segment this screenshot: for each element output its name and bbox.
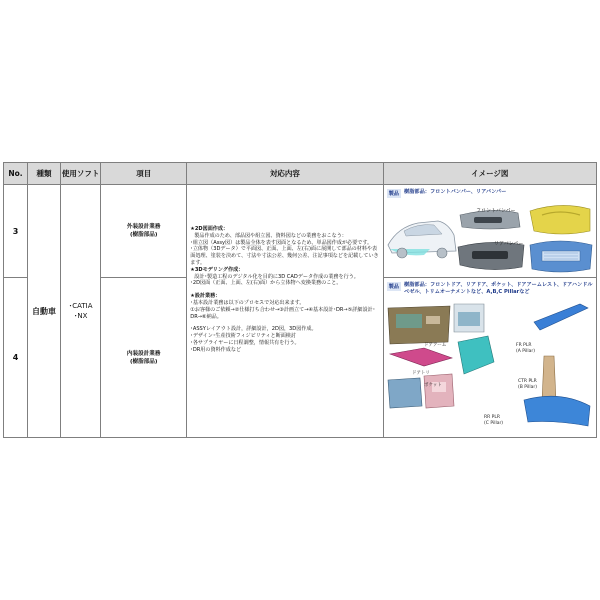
kind-cell	[28, 185, 61, 438]
item-subtitle: (樹脂部品)	[129, 358, 158, 365]
header-kind: 種類	[28, 163, 61, 185]
header-image: イメージ図	[383, 163, 596, 185]
kind-label: 自動車	[32, 306, 57, 316]
content-line: ･デザイン･生産技術フィジビリティと断面検討	[190, 333, 296, 340]
c-pillar-illustration	[524, 396, 590, 426]
software-cell	[61, 185, 101, 438]
item-cell	[101, 278, 187, 438]
row-number: 3	[4, 185, 28, 278]
software-item: ･NX	[73, 312, 88, 320]
b-pillar-illustration	[542, 356, 556, 402]
header-item: 項目	[101, 163, 187, 185]
image-caption	[384, 278, 596, 298]
item-title: 内装設計業務	[126, 350, 161, 357]
content-line: ･ASSYレイアウト設計，詳細設計，2D図，3D図作成。	[190, 326, 317, 333]
item-cell	[101, 185, 187, 278]
image-label: ポケット	[423, 383, 442, 388]
fender-illustration	[530, 205, 590, 234]
content-line: 設計･製造工程のデジタル化を目的に3D CADデータ作成の業務を行う。	[194, 273, 359, 280]
image-label: (A Pillar)	[515, 349, 535, 354]
caption-text: フロントドア、リアドア、ポケット、ドアアームレスト、ドアハンドルベゼル、トリムオーナメントなど、A,B,C Pillarなど	[404, 282, 593, 295]
caption-label: 樹脂部品：	[404, 282, 430, 288]
image-label: FR PLR	[515, 343, 532, 348]
image-caption	[384, 185, 596, 200]
caption-label: 樹脂部品：	[404, 189, 430, 195]
header-row	[4, 163, 597, 185]
image-label: ドアアーム	[423, 343, 446, 348]
content-line: ･立体物（3Dデータ）で平面図、正面、上面、左(右)面に展開して部品の材料や表面処理、塗装を決めて、寸法や寸法公差、幾何公差、注記事項などを記載していきます。	[190, 246, 379, 266]
content-line: ･基本設計業務は以下のプロセスで対応出来ます。	[190, 299, 305, 306]
image-label: リアバンパー	[493, 241, 523, 247]
lower-trim-illustration	[388, 374, 454, 408]
content-cell	[187, 185, 383, 438]
interior-illustration	[384, 302, 596, 434]
item-subtitle: (樹脂部品)	[129, 232, 158, 238]
row-number: 4	[4, 278, 28, 438]
software-item: ･CATIA	[68, 302, 93, 310]
product-tag: 製品	[388, 191, 399, 197]
content-line: ･DR用の資料作成など	[190, 346, 242, 353]
image-label: (C Pillar)	[483, 421, 503, 426]
image-cell-interior	[383, 278, 596, 438]
product-tag: 製品	[388, 284, 399, 290]
door-trim-illustration	[388, 306, 450, 344]
content-line: ･各サプライヤーに日程調整，情報共有を行う。	[190, 339, 300, 346]
door-panel-illustration	[458, 336, 494, 374]
armrest-illustration	[390, 348, 452, 366]
content-line: ･2D図面（正面、上面、左(右)面）から立体物へ変換業務のこと。	[190, 280, 342, 287]
content-line: 製品作成のため、部品図や組立図、資料図などの業務をおこなう：	[194, 232, 347, 239]
door-pocket-illustration	[454, 304, 484, 332]
section-title: ★設計業務：	[190, 293, 221, 300]
image-cell-exterior	[383, 185, 596, 278]
header-software: 使用ソフト	[61, 163, 101, 185]
table-row	[4, 185, 597, 278]
image-label: (B Pillar)	[517, 385, 537, 390]
header-content: 対応内容	[187, 163, 383, 185]
bumper-illustration	[384, 201, 596, 277]
image-label: CTR PLR	[517, 379, 537, 384]
a-pillar-illustration	[534, 304, 588, 330]
spec-table	[3, 162, 597, 438]
content-line: ･組立図（Assy図）は製品全体を表す図面となるため、単品図作成が必要です。	[190, 239, 373, 246]
header-no: No.	[4, 163, 28, 185]
image-label: ドアトリ	[411, 371, 430, 376]
section-title: ★2D図面作成：	[190, 226, 229, 232]
content-line: ①お客様のご依頼→②仕様打ち合わせ→③計画立て→④基本設計･DR→⑤詳細設計･DR→⑥納品。	[190, 306, 376, 320]
section-title: ★3Dモデリング作成：	[190, 266, 244, 273]
car-illustration	[388, 221, 456, 258]
caption-text: フロントバンパー、リアバンパー	[429, 189, 507, 195]
image-label: フロントバンパー	[475, 208, 516, 214]
grille-bumper-illustration	[530, 241, 592, 272]
image-label: RR PLR	[483, 415, 500, 420]
item-title: 外装設計業務	[126, 224, 161, 230]
